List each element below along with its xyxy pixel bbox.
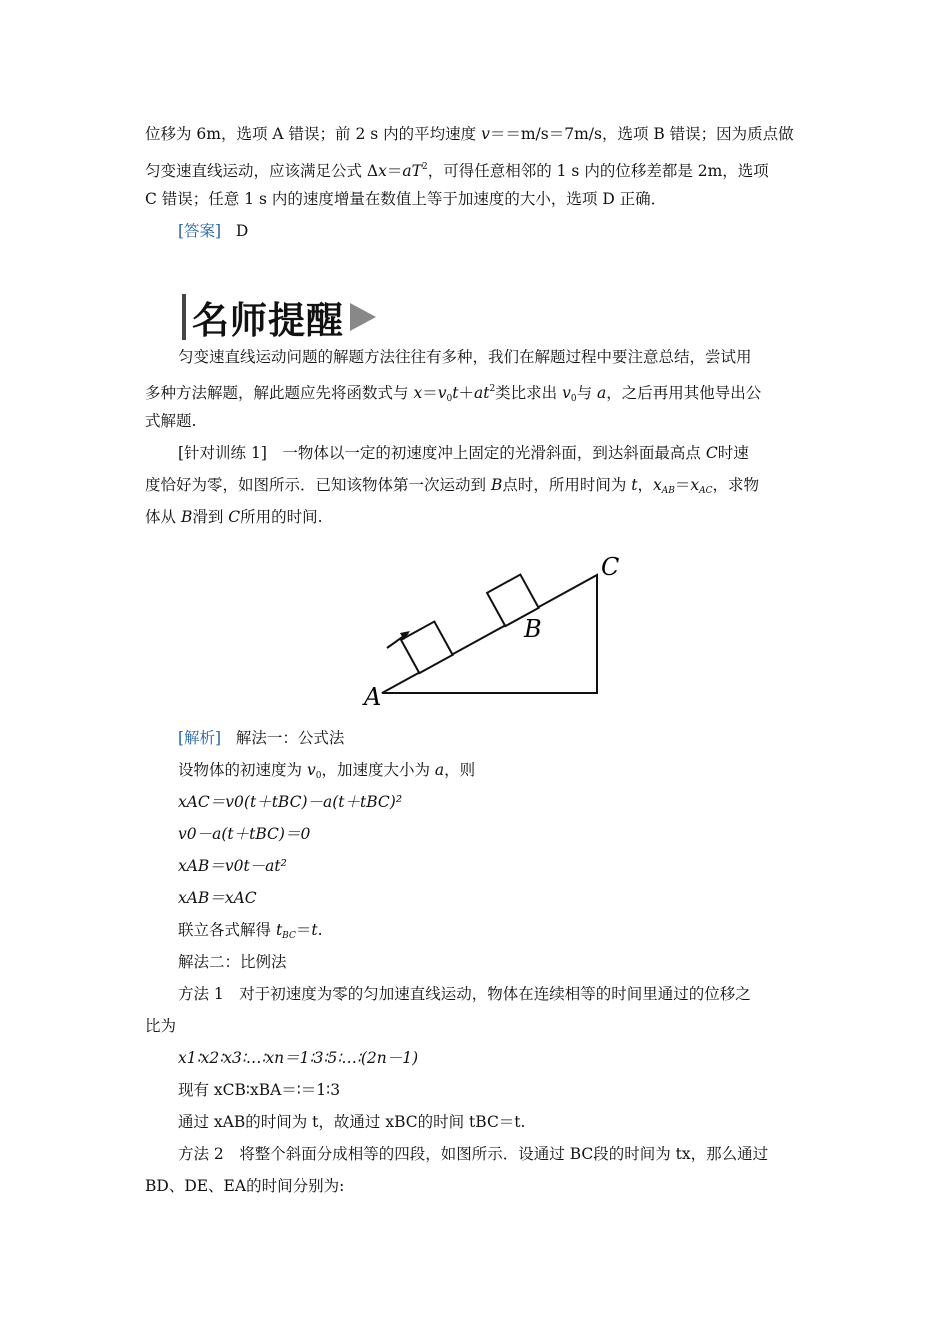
equation-line: v0－a(t＋tBC)＝0 bbox=[178, 825, 311, 843]
equation-line: x1∶x2∶x3∶…∶xn＝1∶3∶5∶…∶(2n－1) bbox=[178, 1049, 419, 1067]
paragraph-line: 式解题. bbox=[145, 412, 197, 430]
text: ，可得任意相邻的 1 s 内的位移差都是 2m，选项 bbox=[427, 162, 769, 180]
text: 时速 bbox=[717, 444, 749, 462]
paragraph-line bbox=[145, 379, 761, 409]
paragraph-line bbox=[145, 157, 769, 181]
text: ＝ bbox=[295, 921, 312, 939]
label-c: C bbox=[601, 553, 620, 581]
text: ＝ bbox=[386, 162, 403, 180]
play-triangle-icon bbox=[350, 303, 376, 331]
solution-line: 现有 xCB∶xBA＝∶＝1∶3 bbox=[178, 1081, 341, 1099]
text: v bbox=[481, 125, 490, 143]
paragraph-line: C 错误；任意 1 s 内的速度增量在数值上等于加速度的大小，选项 D 正确． bbox=[145, 190, 667, 208]
text: 所用的时间. bbox=[240, 508, 323, 526]
label-b: B bbox=[524, 615, 542, 643]
paragraph-line bbox=[178, 443, 749, 463]
answer-tag: [答案] bbox=[178, 222, 222, 240]
text: B bbox=[490, 476, 503, 494]
answer-line bbox=[178, 221, 248, 241]
text: AC bbox=[699, 486, 713, 496]
text: 设物体的初速度为 bbox=[178, 761, 307, 779]
text: [针对训练 1] 一物体以一定的初速度冲上固定的光滑斜面，到达斜面最高点 bbox=[178, 444, 706, 462]
text: 联立各式解得 bbox=[178, 921, 276, 939]
text: 位移为 6m，选项 A 错误；前 2 s 内的平均速度 bbox=[145, 125, 482, 143]
answer-value: D bbox=[235, 222, 249, 240]
text: 2 bbox=[489, 384, 496, 394]
text: aT bbox=[402, 162, 422, 180]
text: ，之后再用其他导出公 bbox=[606, 384, 762, 402]
text: a bbox=[434, 761, 445, 779]
solution-line: 比为 bbox=[145, 1017, 177, 1035]
text: AB bbox=[661, 486, 675, 496]
text: ＝＝m/s＝7m/s，选项 B 错误；因为质点做 bbox=[489, 125, 794, 143]
text: BC bbox=[282, 931, 296, 941]
text: x bbox=[690, 476, 700, 494]
text: x bbox=[378, 162, 387, 180]
text: 度恰好为零，如图所示．已知该物体第一次运动到 bbox=[145, 476, 491, 494]
text: 点时，所用时间为 bbox=[502, 476, 632, 494]
solution-tag: [解析] bbox=[178, 729, 222, 747]
text: t bbox=[311, 921, 318, 939]
text: . bbox=[317, 921, 323, 939]
block-at-a bbox=[401, 622, 453, 674]
text: B bbox=[180, 508, 193, 526]
text: 体从 bbox=[145, 508, 181, 526]
text: C bbox=[705, 444, 718, 462]
paragraph-line bbox=[145, 124, 794, 144]
text: at bbox=[473, 384, 490, 402]
text: t bbox=[631, 476, 638, 494]
text: ＋ bbox=[458, 384, 474, 402]
solution-line bbox=[178, 920, 323, 946]
text: v bbox=[437, 384, 447, 402]
paragraph-line: 匀变速直线运动问题的解题方法往往有多种，我们在解题过程中要注意总结，尝试用 bbox=[178, 348, 752, 366]
solution-line: BD、DE、EA的时间分别为: bbox=[145, 1177, 345, 1195]
section-heading bbox=[182, 292, 376, 342]
paragraph-line bbox=[145, 507, 323, 527]
text: ，加速度大小为 bbox=[321, 761, 435, 779]
text: v bbox=[306, 761, 316, 779]
text: x bbox=[413, 384, 423, 402]
incline-figure bbox=[340, 545, 640, 715]
text: 0 bbox=[315, 771, 322, 781]
text: 解法一：公式法 bbox=[235, 729, 345, 747]
text: 0 bbox=[446, 394, 453, 404]
text: 匀变速直线运动，应该满足公式 Δ bbox=[145, 162, 379, 180]
solution-line: 解法二：比例法 bbox=[178, 953, 287, 971]
heading-text: 名师提醒 bbox=[192, 299, 344, 342]
heading-bar bbox=[182, 294, 186, 340]
equation-line: xAB＝v0t－at² bbox=[178, 857, 287, 875]
solution-line: 方法 2 将整个斜面分成相等的四段，如图所示．设通过 BC段的时间为 tx，那么通过 bbox=[178, 1145, 769, 1163]
text: t bbox=[452, 384, 459, 402]
paragraph-line bbox=[145, 475, 759, 501]
text: ，求物 bbox=[712, 476, 760, 494]
text: ＝ bbox=[422, 384, 438, 402]
text: 2 bbox=[421, 162, 428, 172]
equation-line: xAC＝v0(t＋tBC)－a(t＋tBC)² bbox=[178, 793, 403, 811]
text: C bbox=[228, 508, 241, 526]
text: 滑到 bbox=[192, 508, 229, 526]
text: 类比求出 bbox=[495, 384, 563, 402]
label-a: A bbox=[364, 683, 382, 711]
text: v bbox=[562, 384, 571, 402]
text: 0 bbox=[570, 394, 577, 404]
solution-line: 方法 1 对于初速度为零的匀加速直线运动，物体在连续相等的时间里通过的位移之 bbox=[178, 985, 751, 1003]
text: ， bbox=[637, 476, 654, 494]
text: t bbox=[275, 921, 283, 939]
solution-line bbox=[178, 728, 344, 748]
text: x bbox=[653, 476, 662, 494]
text: 与 bbox=[576, 384, 598, 402]
solution-line: 通过 xAB的时间为 t，故通过 xBC的时间 tBC＝t. bbox=[178, 1113, 526, 1131]
solution-line bbox=[178, 760, 475, 786]
text: ，则 bbox=[444, 761, 476, 779]
equation-line: xAB＝xAC bbox=[178, 889, 257, 907]
text: a bbox=[597, 384, 607, 402]
text: ＝ bbox=[674, 476, 691, 494]
text: 多种方法解题，解此题应先将函数式与 bbox=[145, 384, 414, 402]
